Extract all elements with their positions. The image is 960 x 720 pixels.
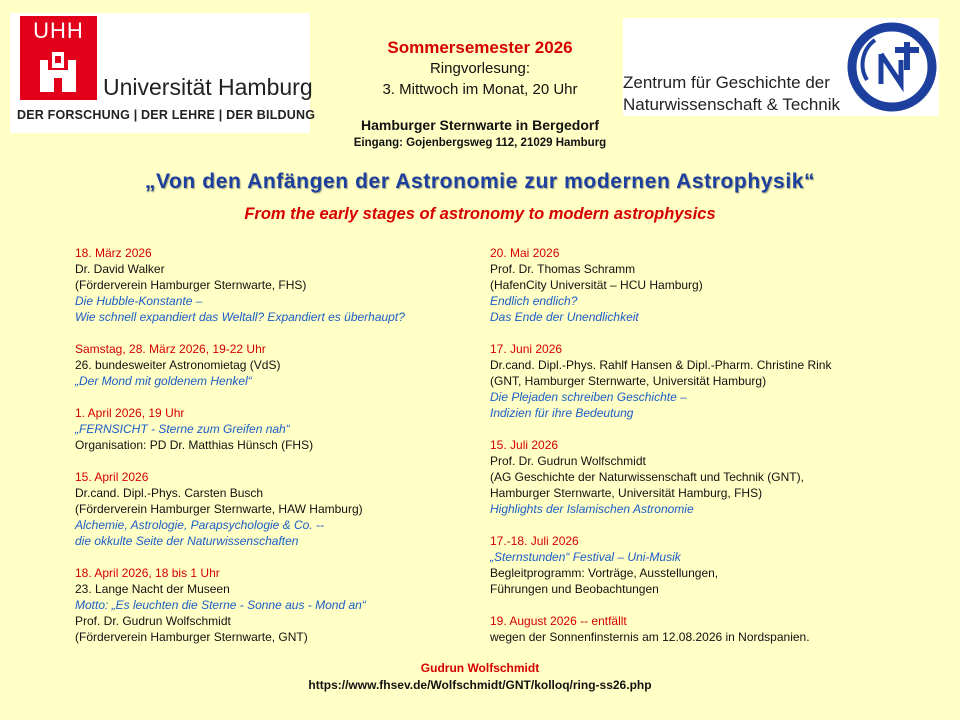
event-detail: Begleitprogramm: Vorträge, Ausstellungen, <box>490 566 719 580</box>
event-topic: Alchemie, Astrologie, Parapsychologie & Co. -- <box>75 518 324 532</box>
event-topic: Die Plejaden schreiben Geschichte – <box>490 390 687 404</box>
event-entry <box>75 565 475 645</box>
event-detail: 23. Lange Nacht der Museen <box>75 582 230 596</box>
event-detail: Hamburger Sternwarte, Universität Hamburg, FHS) <box>490 486 763 500</box>
event-topic: „Sternstunden“ Festival – Uni-Musik <box>490 550 681 564</box>
event-detail: Organisation: PD Dr. Matthias Hünsch (FHS) <box>75 438 314 452</box>
lecture-series-title: „Von den Anfängen der Astronomie zur modernen Astrophysik“ <box>144 170 816 193</box>
gnt-logo-line2: Naturwissenschaft & Technik <box>623 95 841 114</box>
event-detail: Prof. Dr. Thomas Schramm <box>490 262 636 276</box>
event-entry <box>75 245 475 325</box>
event-date: 17. Juni 2026 <box>490 342 563 356</box>
event-detail: Dr.cand. Dipl.-Phys. Carsten Busch <box>75 486 264 500</box>
gnt-logo-text <box>623 72 840 116</box>
event-date: 15. April 2026 <box>75 470 149 484</box>
event-date: 18. März 2026 <box>75 246 152 260</box>
event-topic: die okkulte Seite der Naturwissenschaften <box>75 534 299 548</box>
series-label: Ringvorlesung: <box>429 60 531 77</box>
event-detail: (GNT, Hamburger Sternwarte, Universität Hamburg) <box>490 374 767 388</box>
event-date: Samstag, 28. März 2026, 19-22 Uhr <box>75 342 266 356</box>
event-topic: „FERNSICHT - Sterne zum Greifen nah“ <box>75 422 290 436</box>
event-detail: (HafenCity Universität – HCU Hamburg) <box>490 278 703 292</box>
event-entry <box>75 469 475 549</box>
event-detail: Dr. David Walker <box>75 262 165 276</box>
event-topic: Endlich endlich? <box>490 294 578 308</box>
event-date: 18. April 2026, 18 bis 1 Uhr <box>75 566 220 580</box>
footer-author: Gudrun Wolfschmidt <box>420 661 540 675</box>
event-detail: 26. bundesweiter Astronomietag (VdS) <box>75 358 281 372</box>
event-detail: (Förderverein Hamburger Sternwarte, GNT) <box>75 630 308 644</box>
event-detail: (Förderverein Hamburger Sternwarte, FHS) <box>75 278 307 292</box>
event-topic: Highlights der Islamischen Astronomie <box>490 502 694 516</box>
event-detail: Prof. Dr. Gudrun Wolfschmidt <box>490 454 646 468</box>
semester-heading: Sommersemester 2026 <box>387 38 573 57</box>
uhh-logo-name: Universität Hamburg <box>103 74 313 100</box>
uhh-logo-tagline: DER FORSCHUNG | DER LEHRE | DER BILDUNG <box>17 108 316 122</box>
event-topic: Die Hubble-Konstante – <box>75 294 203 308</box>
hamburg-castle-icon <box>38 50 78 94</box>
event-entry <box>75 341 475 389</box>
events-column-left <box>75 245 475 661</box>
gnt-logo-mark <box>845 20 939 114</box>
events-column-right <box>490 245 930 661</box>
event-topic: Indizien für ihre Bedeutung <box>490 406 634 420</box>
event-entry <box>490 245 930 325</box>
uhh-logo-letters: UHH <box>33 18 84 43</box>
entrance-address: Eingang: Gojenbergsweg 112, 21029 Hamburg <box>353 137 607 149</box>
event-entry <box>490 613 930 645</box>
event-detail: Führungen und Beobachtungen <box>490 582 659 596</box>
event-entry <box>490 533 930 597</box>
event-date: 19. August 2026 -- entfällt <box>490 614 627 628</box>
lecture-series-subtitle: From the early stages of astronomy to modern astrophysics <box>244 205 716 223</box>
event-date: 1. April 2026, 19 Uhr <box>75 406 185 420</box>
event-topic: Das Ende der Unendlichkeit <box>490 310 639 324</box>
event-topic: Motto: „Es leuchten die Sterne - Sonne aus - Mond an“ <box>75 598 366 612</box>
event-detail: (AG Geschichte der Naturwissenschaft und Technik (GNT), <box>490 470 804 484</box>
event-entry <box>75 405 475 453</box>
event-detail: (Förderverein Hamburger Sternwarte, HAW Hamburg) <box>75 502 363 516</box>
event-entry <box>490 437 930 517</box>
event-date: 17.-18. Juli 2026 <box>490 534 579 548</box>
event-detail: Dr.cand. Dipl.-Phys. Rahlf Hansen & Dipl.-Pharm. Christine Rink <box>490 358 832 372</box>
schedule-text: 3. Mittwoch im Monat, 20 Uhr <box>382 81 578 98</box>
event-date: 20. Mai 2026 <box>490 246 560 260</box>
event-detail: wegen der Sonnenfinsternis am 12.08.2026 in Nordspanien. <box>490 630 810 644</box>
event-detail: Prof. Dr. Gudrun Wolfschmidt <box>75 614 231 628</box>
footer-url: https://www.fhsev.de/Wolfschmidt/GNT/kolloq/ring-ss26.php <box>308 678 652 692</box>
event-entry <box>490 341 930 421</box>
event-date: 15. Juli 2026 <box>490 438 559 452</box>
gnt-logo-line1: Zentrum für Geschichte der <box>623 73 830 92</box>
venue-text: Hamburger Sternwarte in Bergedorf <box>360 117 600 133</box>
uhh-logo-mark <box>20 16 97 100</box>
event-topic: „Der Mond mit goldenem Henkel“ <box>75 374 252 388</box>
event-topic: Wie schnell expandiert das Weltall? Expandiert es überhaupt? <box>75 310 405 324</box>
